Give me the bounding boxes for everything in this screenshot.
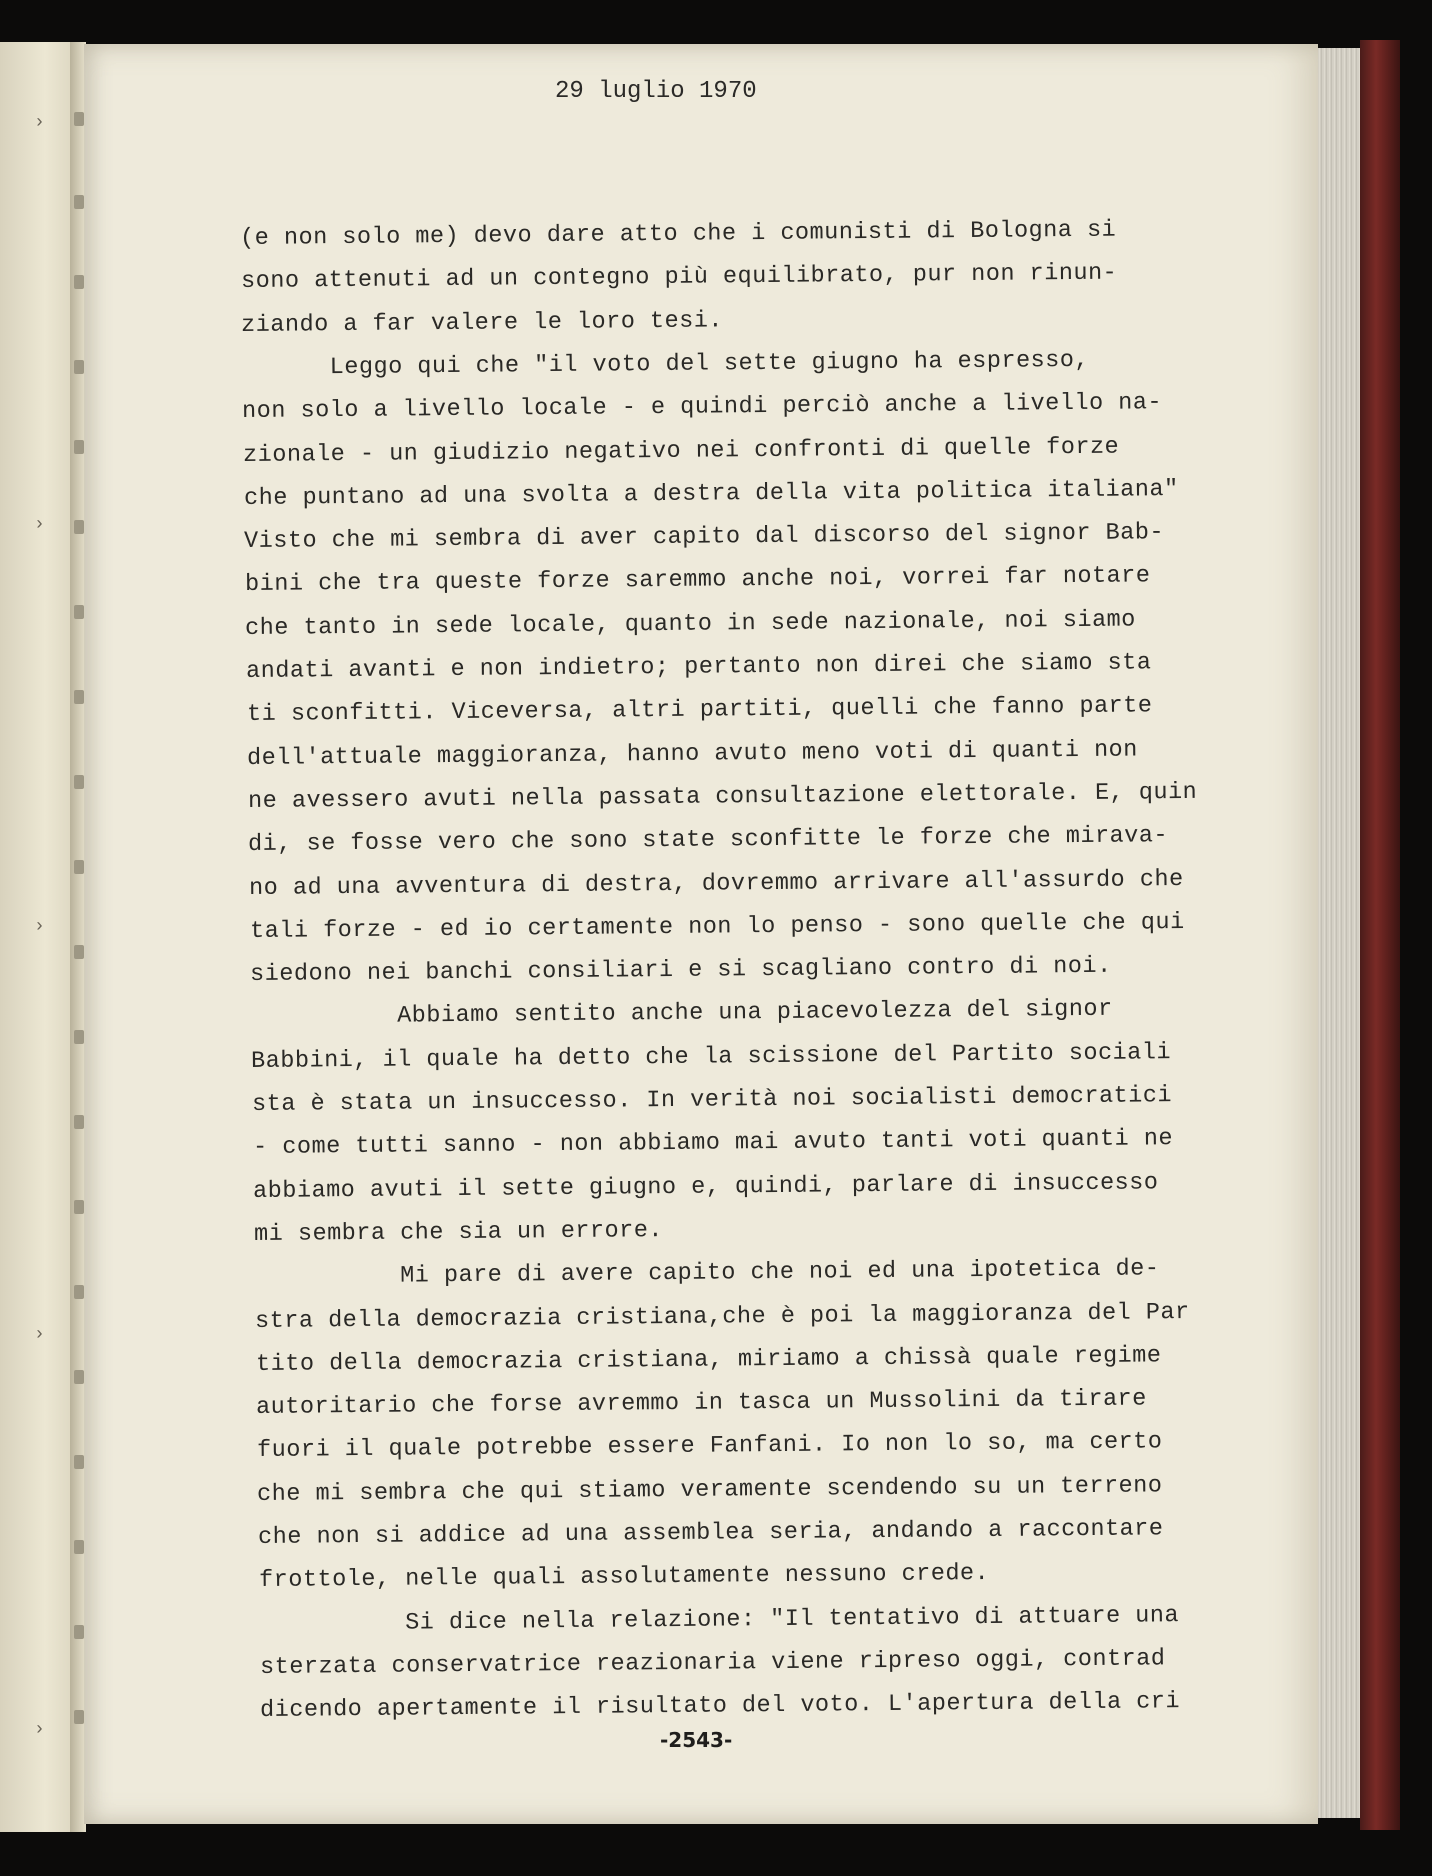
text-line: Si dice nella relazione: "Il tentativo di attuare una	[259, 1601, 1180, 1638]
text-line: tali forze - ed io certamente non lo penso - sono quelle che qui	[249, 908, 1185, 945]
text-line: ti sconfitti. Viceversa, altri partiti, quelli che fanno parte	[246, 692, 1153, 729]
text-line: sta è stata un insuccesso. In verità noi socialisti democratici	[252, 1082, 1173, 1118]
text-line: abbiamo avuti il sette giugno e, quindi, parlare di insuccesso	[253, 1168, 1159, 1205]
text-line: fuori il quale potrebbe essere Fanfani. Io non lo so, ma certo	[256, 1428, 1163, 1465]
text-line: Babbini, il quale ha detto che la scissione del Partito sociali	[251, 1038, 1172, 1075]
text-line: ne avessero avuti nella passata consultazione elettorale. E, quin	[247, 778, 1198, 815]
text-line: che non si addice ad una assemblea seria, andando a raccontare	[258, 1515, 1164, 1551]
text-line: mi sembra che sia un errore.	[253, 1216, 663, 1248]
text-line: che puntano ad una svolta a destra della vita politica italiana"	[243, 475, 1179, 512]
text-line: Abbiamo sentito anche una piacevolezza del signor	[250, 996, 1113, 1032]
text-line: sterzata conservatrice reazionaria viene ripreso oggi, contrad	[259, 1645, 1166, 1681]
text-line: Leggo qui che "il voto del sette giugno ha espresso,	[241, 346, 1089, 382]
text-line: dicendo apertamente il risultato del voto. L'apertura della cri	[260, 1688, 1181, 1725]
text-line: che mi sembra che qui stiamo veramente scendendo su un terreno	[257, 1471, 1163, 1508]
text-line: frottole, nelle quali assolutamente nessuno crede.	[258, 1560, 989, 1595]
text-line: dell'attuale maggioranza, hanno avuto meno voti di quanti non	[247, 736, 1139, 772]
text-line: che tanto in sede locale, quanto in sede nazionale, noi siamo	[245, 606, 1137, 642]
text-line: sono attenuti ad un contegno più equilibrato, pur non rinun-	[240, 259, 1117, 296]
text-line: non solo a livello locale - e quindi perciò anche a livello na-	[242, 389, 1163, 426]
text-line: - come tutti sanno - non abbiamo mai avuto tanti voti quanti ne	[252, 1125, 1173, 1162]
text-line: autoritario che forse avremmo in tasca un Mussolini da tirare	[256, 1385, 1148, 1422]
page-number: -2543-	[660, 1728, 733, 1752]
text-line: Mi pare di avere capito che noi ed una ipotetica de-	[254, 1255, 1160, 1292]
text-line: no ad una avventura di destra, dovremmo arrivare all'assurdo che	[249, 865, 1184, 902]
text-line: (e non solo me) devo dare atto che i comunisti di Bologna si	[240, 216, 1117, 252]
text-line: ziando a far valere le loro tesi.	[241, 306, 724, 339]
text-line: bini che tra queste forze saremmo anche noi, vorrei far notare	[244, 562, 1151, 599]
text-line: Visto che mi sembra di aver capito dal discorso del signor Bab-	[244, 519, 1165, 556]
binding-mark: ›	[34, 917, 45, 937]
text-line: siedono nei banchi consiliari e si scagliano contro di noi.	[250, 952, 1112, 989]
binding-mark: ›	[34, 1325, 45, 1345]
page-header-date: 29 luglio 1970	[555, 78, 757, 105]
binding-mark: ›	[34, 113, 45, 133]
text-line: tito della democrazia cristiana, miriamo a chissà quale regime	[255, 1342, 1162, 1378]
binding-mark: ›	[34, 515, 45, 535]
text-line: di, se fosse vero che sono state sconfitte le forze che mirava-	[248, 822, 1169, 859]
text-line: stra della democrazia cristiana,che è poi la maggioranza del Par	[255, 1298, 1190, 1335]
text-line: zionale - un giudizio negativo nei confronti di quelle forze	[243, 433, 1120, 469]
binding-mark: ›	[34, 1720, 45, 1740]
text-line: andati avanti e non indietro; pertanto non direi che siamo sta	[246, 649, 1152, 685]
